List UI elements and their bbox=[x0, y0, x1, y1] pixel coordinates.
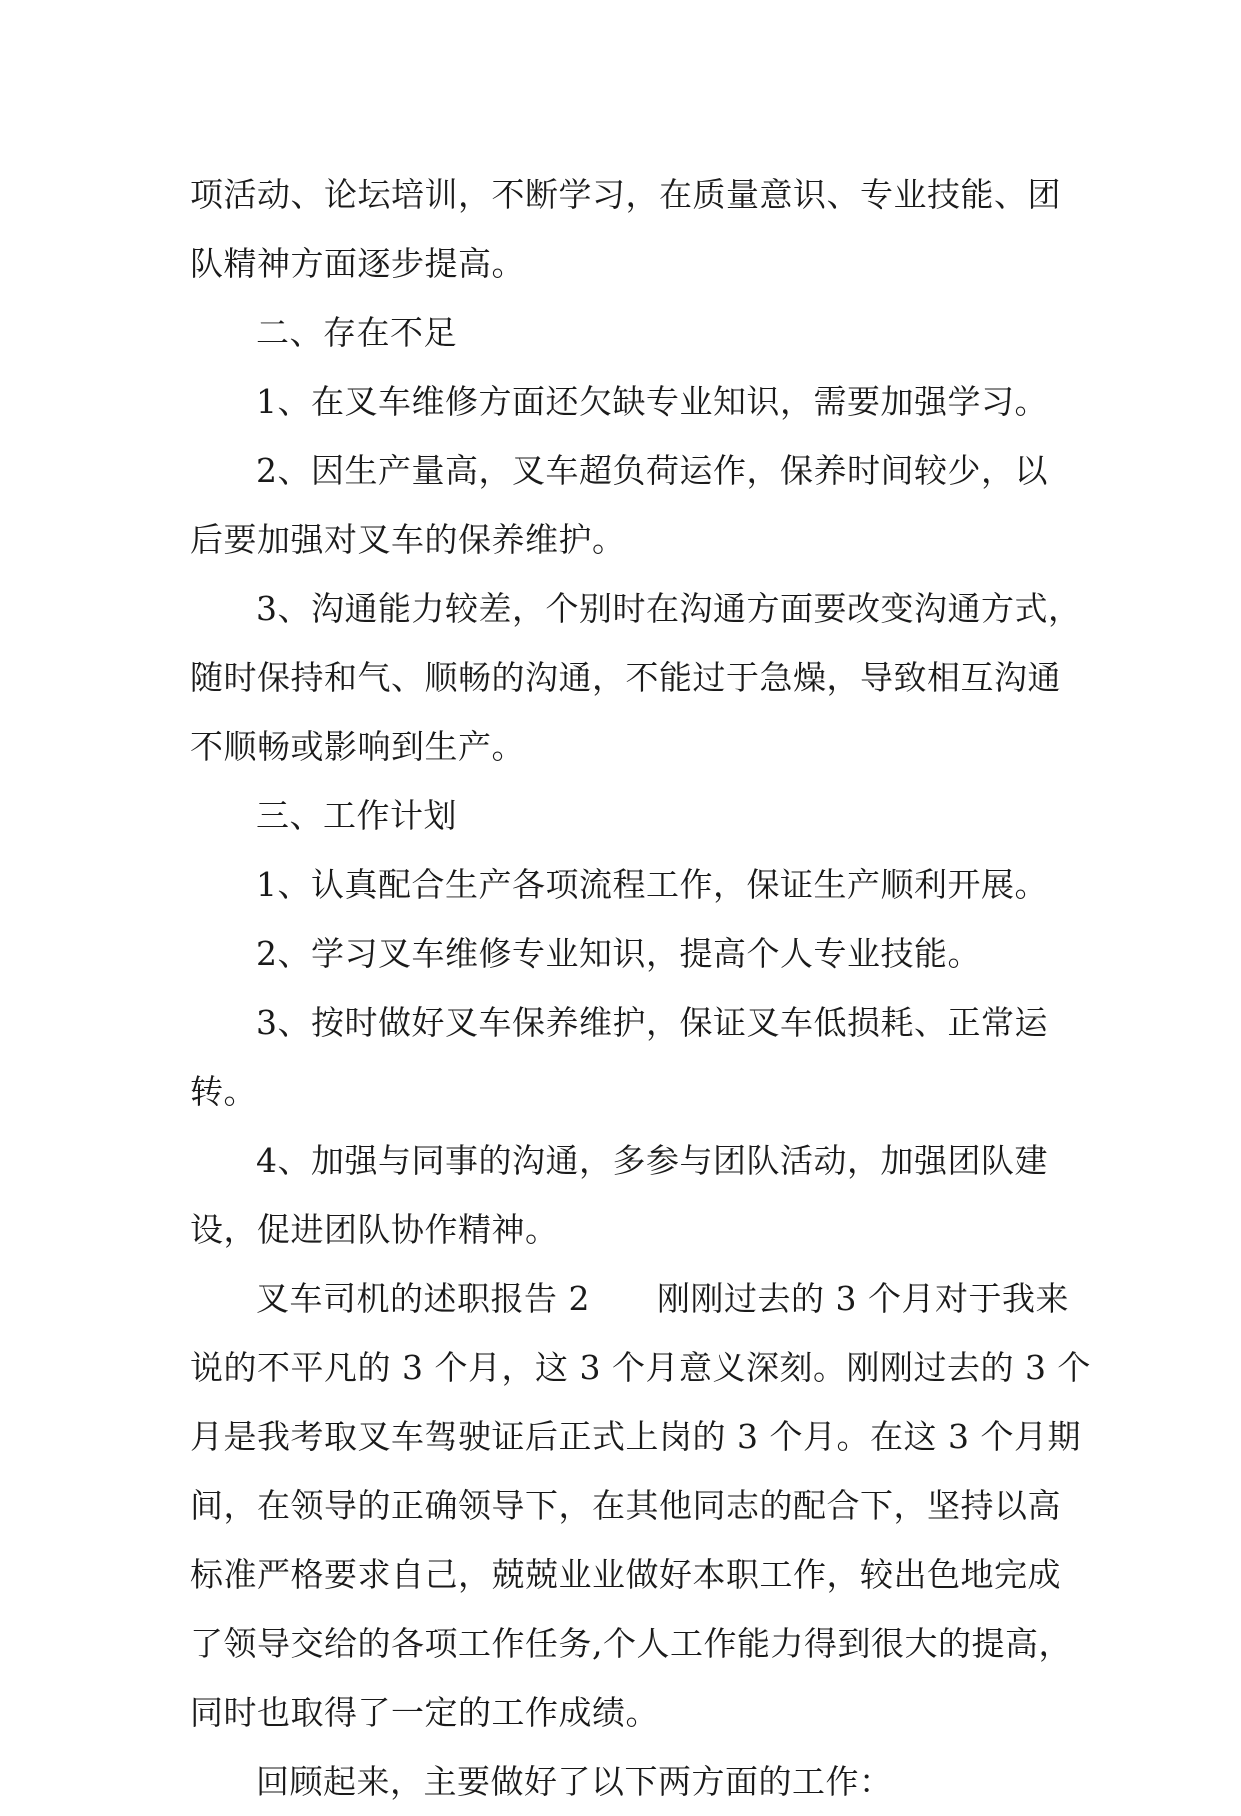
text-line: 后要加强对叉车的保养维护。 bbox=[190, 520, 626, 559]
text-line: 叉车司机的述职报告 2 刚刚过去的 3 个月对于我来 bbox=[256, 1279, 1069, 1318]
text-line: 说的不平凡的 3 个月，这 3 个月意义深刻。刚刚过去的 3 个 bbox=[190, 1348, 1091, 1387]
text-line: 标准严格要求自己，兢兢业业做好本职工作，较出色地完成 bbox=[190, 1555, 1061, 1594]
text-line: 3、沟通能力较差，个别时在沟通方面要改变沟通方式， bbox=[256, 589, 1082, 628]
text-line: 1、认真配合生产各项流程工作，保证生产顺利开展。 bbox=[256, 865, 1048, 904]
text-line: 设，促进团队协作精神。 bbox=[190, 1210, 559, 1249]
text-line: 转。 bbox=[190, 1072, 257, 1111]
document-body bbox=[190, 160, 1091, 1816]
text-line: 不顺畅或影响到生产。 bbox=[190, 727, 525, 766]
text-line: 3、按时做好叉车保养维护，保证叉车低损耗、正常运 bbox=[256, 1003, 1048, 1042]
section-heading: 二、存在不足 bbox=[256, 313, 457, 352]
text-line: 4、加强与同事的沟通，多参与团队活动，加强团队建 bbox=[256, 1141, 1048, 1180]
text-line: 队精神方面逐步提高。 bbox=[190, 244, 525, 283]
text-line: 2、因生产量高，叉车超负荷运作，保养时间较少，以 bbox=[256, 451, 1048, 490]
text-line: 月是我考取叉车驾驶证后正式上岗的 3 个月。在这 3 个月期 bbox=[190, 1417, 1081, 1456]
text-line: 1、在叉车维修方面还欠缺专业知识，需要加强学习。 bbox=[256, 382, 1048, 421]
text-line: 随时保持和气、顺畅的沟通，不能过于急燥，导致相互沟通 bbox=[190, 658, 1061, 697]
text-line: 了领导交给的各项工作任务,个人工作能力得到很大的提高， bbox=[190, 1624, 1072, 1663]
text-line: 回顾起来，主要做好了以下两方面的工作： bbox=[256, 1762, 893, 1801]
text-line: 项活动、论坛培训，不断学习，在质量意识、专业技能、团 bbox=[190, 175, 1061, 214]
text-line: 2、学习叉车维修专业知识，提高个人专业技能。 bbox=[256, 934, 981, 973]
text-line: 同时也取得了一定的工作成绩。 bbox=[190, 1693, 659, 1732]
section-heading: 三、工作计划 bbox=[256, 796, 457, 835]
text-line: 间，在领导的正确领导下，在其他同志的配合下，坚持以高 bbox=[190, 1486, 1061, 1525]
